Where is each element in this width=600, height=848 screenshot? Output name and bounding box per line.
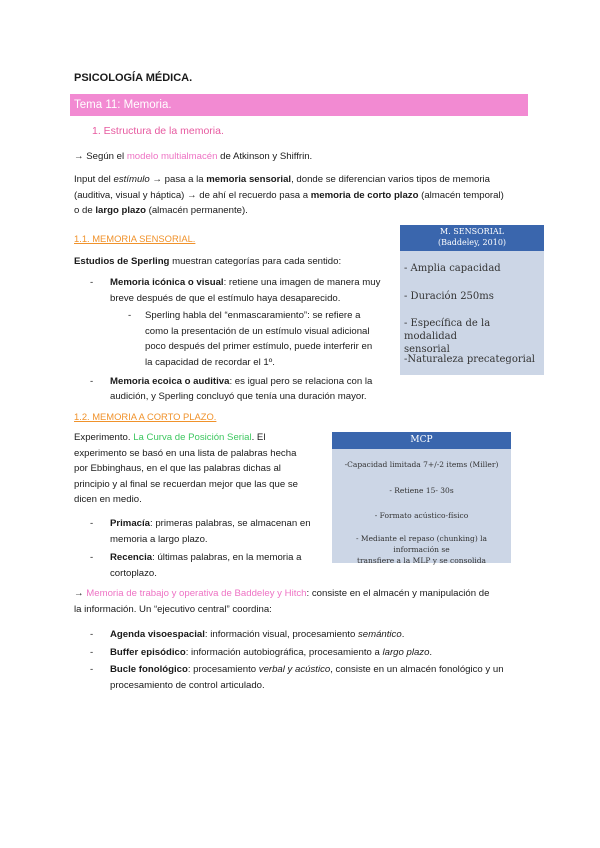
list-item-recencia: - Recencia: últimas palabras, en la memoria a cortoplazo. — [90, 552, 302, 579]
trabajo-paragraph: → Memoria de trabajo y operativa de Baddeley y Hitch: consiste en el almacén y manipulación de la información. Un “ejecutivo central” coordina: — [74, 588, 490, 615]
list-item-iconica: - Memoria icónica o visual: retiene una imagen de manera muy breve después de que el estímulo haya desaparecido. — [90, 277, 381, 304]
trabajo-highlight: Memoria de trabajo y operativa de Baddeley y Hitch — [86, 588, 307, 599]
list-item-enmascaramiento: - Sperling habla del “enmascaramiento”: se refiere a como la presentación de un estímulo visual adicional poco después del primer estímulo, puede interferir en la capacidad de recordar el 1º. — [128, 310, 373, 368]
list-item-primacia: - Primacía: primeras palabras, se almacenan en memoria a largo plazo. — [90, 518, 311, 545]
tema-title: Tema 11: Memoria. — [74, 99, 172, 111]
trabajo-list — [90, 627, 530, 693]
intro-line: → Según el modelo multialmacén de Atkinson y Shiffrin. — [74, 151, 313, 162]
list-item-bucle: - Bucle fonológico: procesamiento verbal y acústico, consiste en un almacén fonológico y un procesamiento de control articulado. — [90, 664, 504, 691]
sperling-intro: Estudios de Sperling muestran categorías para cada sentido: — [74, 256, 342, 267]
curva-list — [90, 516, 330, 581]
sensorial-summary-box: M. SENSORIAL (Baddeley, 2010) - Amplia capacidad - Duración 250ms - Específica de la modalidad sensorial -Naturaleza precategorial — [400, 225, 544, 375]
section-1-2-heading: 1.2. MEMORIA A CORTO PLAZO. — [74, 411, 217, 422]
section-1-1-heading: 1.1. MEMORIA SENSORIAL. — [74, 233, 196, 244]
list-item-agenda: - Agenda visoespacial: información visual, procesamiento semántico. — [90, 629, 405, 640]
sensorial-list — [90, 275, 400, 405]
arrow-icon: → — [74, 151, 84, 162]
mcp-box-header: MCP — [332, 432, 511, 449]
curva-highlight: La Curva de Posición Serial — [133, 432, 252, 443]
list-item-ecoica: - Memoria ecoica o auditiva: es igual pero se relaciona con la audición, y Sperling concluyó que tenía una duración mayor. — [90, 375, 373, 403]
mcp-summary-box: MCP -Capacidad limitada 7+/-2 items (Miller) - Retiene 15- 30s - Formato acústico-físico - Mediante el repaso (chunking) la información se transfiere a la MLP y se consolida — [332, 432, 511, 563]
modelo-highlight: modelo multialmacén — [126, 151, 218, 162]
document-title: PSICOLOGÍA MÉDICA. — [74, 72, 193, 84]
sensorial-box-header: M. SENSORIAL (Baddeley, 2010) — [400, 225, 544, 251]
experimento-paragraph: Experimento. La Curva de Posición Serial. El experimento se basó en una lista de palabras hecha por Ebbinghaus, en el que las palabras dichas al principio y al final se recuerdan mejor que las que se dicen en medio. — [74, 432, 298, 506]
section-1-heading: 1. Estructura de la memoria. — [92, 125, 224, 137]
arrow-icon: → — [74, 588, 87, 599]
list-item-buffer: - Buffer episódico: información autobiográfica, procesamiento a largo plazo. — [90, 646, 433, 658]
input-paragraph: Input del estímulo → pasa a la memoria sensorial, donde se diferencian varios tipos de memoria (auditiva, visual y háptica) → de ahí el recuerdo pasa a memoria de corto plazo (almacén temporal) o de largo plazo (almacén permanente). — [74, 174, 504, 217]
